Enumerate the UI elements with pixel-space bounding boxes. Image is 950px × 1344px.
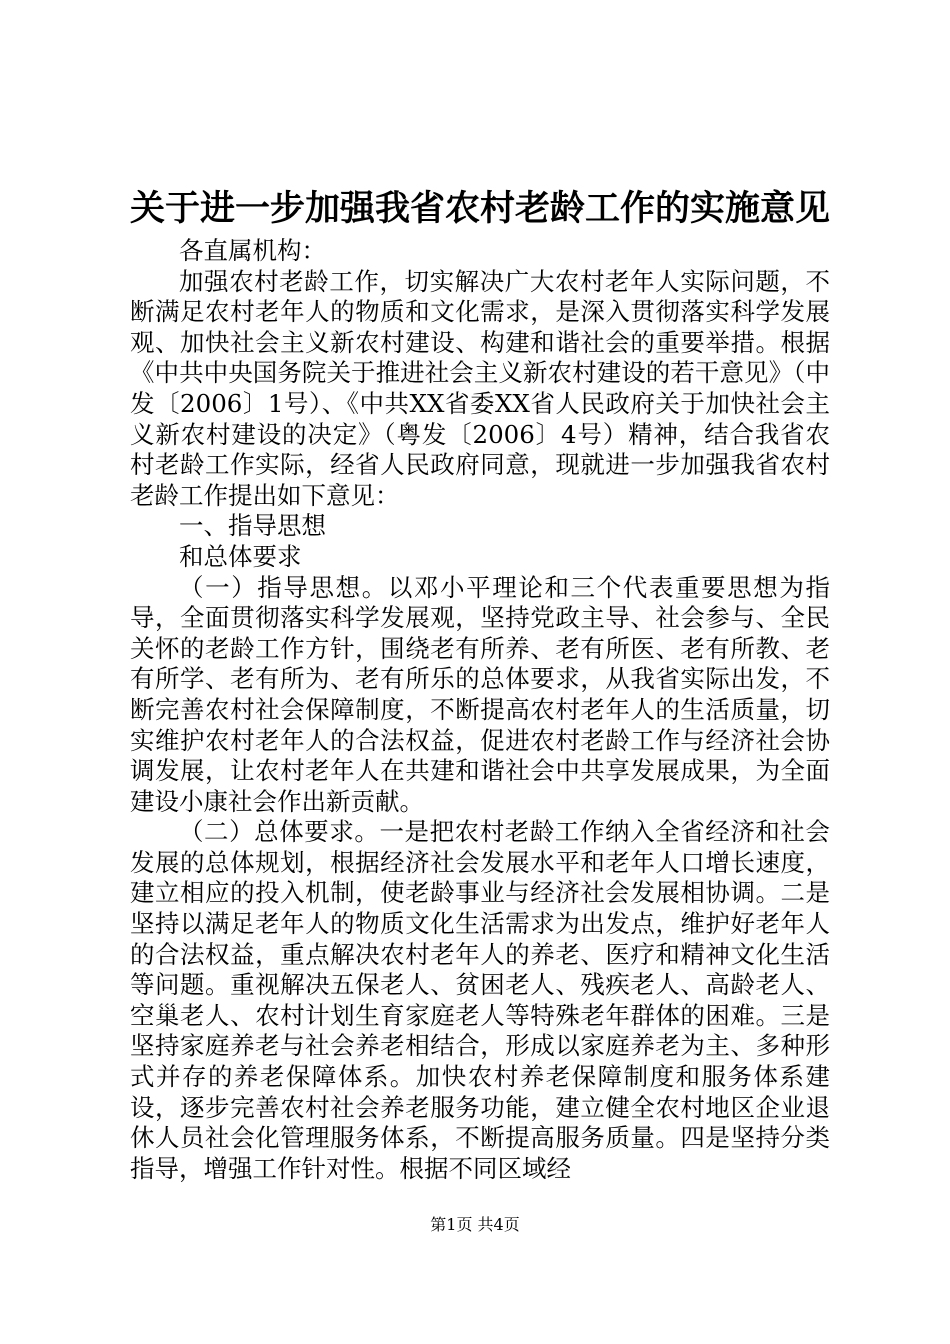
- document-body: [130, 236, 830, 1184]
- section-heading-1: 一、指导思想: [179, 511, 326, 541]
- paragraph-general-requirements: （二）总体要求。一是把农村老龄工作纳入全省经济和社会发展的总体规划，根据经济社会发展水平和老年人口增长速度，建立相应的投入机制，使老龄事业与经济社会发展相协调。二是坚持以满足老年人的物质文化生活需求为出发点，维护好老年人的合法权益，重点解决农村老年人的养老、医疗和精神文化生活等问题。重视解决五保老人、贫困老人、残疾老人、高龄老人、空巢老人、农村计划生育家庭老人等特殊老年群体的困难。三是坚持家庭养老与社会养老相结合，形成以家庭养老为主、多种形式并存的养老保障体系。加快农村养老保障制度和服务体系建设，逐步完善农村社会养老服务功能，建立健全农村地区企业退休人员社会化管理服务体系，不断提高服务质量。四是坚持分类指导，增强工作针对性。根据不同区域经: [130, 817, 830, 1183]
- document-title: 关于进一步加强我省农村老龄工作的实施意见: [130, 188, 831, 229]
- page-footer: 第1页 共4页: [430, 1215, 520, 1234]
- paragraph-intro: 加强农村老龄工作，切实解决广大农村老年人实际问题，不断满足农村老年人的物质和文化需求，是深入贯彻落实科学发展观、加快社会主义新农村建设、构建和谐社会的重要举措。根据《中共中央国务院关于推进社会主义新农村建设的若干意见》（中发〔2006〕1号）、《中共XX省委XX省人民政府关于加快社会主义新农村建设的决定》（粤发〔2006〕4号）精神，结合我省农村老龄工作实际，经省人民政府同意，现就进一步加强我省农村老龄工作提出如下意见：: [130, 266, 830, 510]
- paragraph-guiding-thought: （一）指导思想。以邓小平理论和三个代表重要思想为指导，全面贯彻落实科学发展观，坚持党政主导、社会参与、全民关怀的老龄工作方针，围绕老有所养、老有所医、老有所教、老有所学、老有所为、老有所乐的总体要求，从我省实际出发，不断完善农村社会保障制度，不断提高农村老年人的生活质量，切实维护农村老年人的合法权益，促进农村老龄工作与经济社会协调发展，让农村老年人在共建和谐社会中共享发展成果，为全面建设小康社会作出新贡献。: [130, 572, 830, 816]
- document-page: [130, 0, 830, 1344]
- salutation: 各直属机构：: [179, 236, 326, 265]
- section-heading-1-cont: 和总体要求: [179, 541, 302, 571]
